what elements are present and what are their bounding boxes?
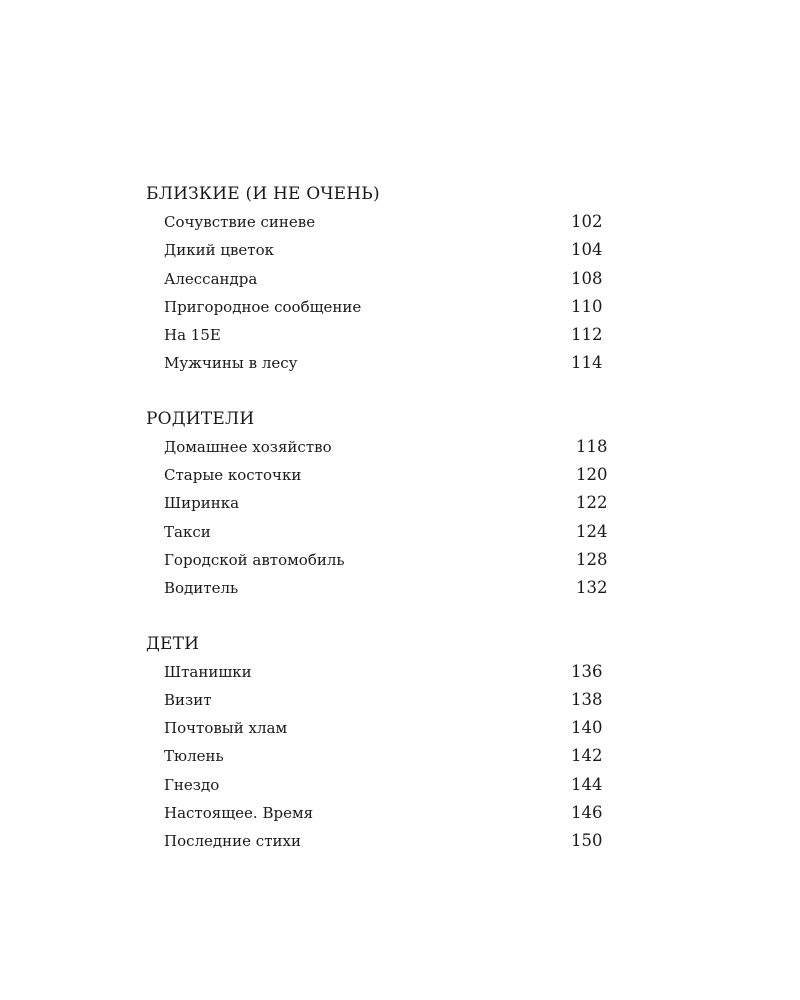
toc-entry [146, 686, 626, 714]
entry-title: Ширинка [164, 494, 240, 513]
entry-page-number: 132 [576, 578, 608, 598]
entry-page-number: 112 [571, 325, 603, 345]
entry-page-number: 142 [571, 746, 603, 766]
toc-entry [146, 658, 626, 686]
entry-title: Настоящее. Время [164, 804, 314, 823]
entry-page-number: 150 [571, 831, 603, 851]
entry-title: Городской автомобиль [164, 550, 345, 569]
toc-entry [146, 799, 626, 827]
table-of-contents [146, 180, 626, 856]
toc-entry [146, 546, 626, 574]
entry-title: Тюлень [164, 747, 224, 766]
entry-page-number: 102 [571, 212, 603, 231]
section-children [146, 630, 626, 856]
section-title: БЛИЗКИЕ (И НЕ ОЧЕНЬ) [146, 184, 380, 204]
entry-page-number: 104 [571, 240, 603, 260]
entry-title: Штанишки [164, 662, 252, 681]
section-close-ones [146, 180, 626, 378]
entry-page-number: 146 [571, 803, 603, 823]
entry-title: Дикий цветок [164, 241, 275, 260]
section-parents [146, 405, 626, 603]
entry-page-number: 122 [576, 493, 608, 513]
toc-entry [146, 265, 626, 293]
entry-title: На 15Е [164, 326, 221, 345]
entry-page-number: 108 [571, 268, 603, 288]
toc-entry [146, 208, 626, 236]
entry-title: Старые косточки [164, 466, 302, 485]
entry-page-number: 138 [571, 689, 603, 709]
toc-entry [146, 827, 626, 855]
toc-entry [146, 714, 626, 742]
section-title: ДЕТИ [146, 633, 200, 654]
toc-entry [146, 742, 626, 770]
toc-entry [146, 321, 626, 349]
entry-title: Сочувствие синеве [164, 213, 316, 231]
toc-entry [146, 771, 626, 799]
entry-title: Алессандра [164, 269, 258, 288]
entry-title: Мужчины в лесу [164, 354, 298, 373]
entry-title: Водитель [164, 579, 239, 598]
toc-entry [146, 293, 626, 321]
toc-entry [146, 461, 626, 489]
toc-entry [146, 236, 626, 264]
entry-page-number: 128 [576, 549, 608, 569]
toc-entry [146, 518, 626, 546]
section-title: РОДИТЕЛИ [146, 408, 255, 429]
entry-title: Почтовый хлам [164, 719, 288, 738]
entry-title: Такси [164, 522, 211, 541]
entry-page-number: 144 [571, 774, 603, 794]
entry-title: Визит [164, 690, 212, 709]
entry-page-number: 110 [571, 296, 603, 316]
entry-title: Гнездо [164, 775, 220, 794]
entry-page-number: 124 [576, 521, 608, 541]
entry-title: Домашнее хозяйство [164, 437, 332, 456]
entry-page-number: 114 [571, 353, 603, 373]
entry-title: Последние стихи [164, 832, 301, 851]
entry-title: Пригородное сообщение [164, 297, 362, 316]
toc-entry [146, 349, 626, 377]
toc-entry [146, 574, 626, 602]
entry-page-number: 140 [571, 718, 603, 738]
entry-page-number: 136 [571, 661, 603, 681]
toc-entry [146, 489, 626, 517]
entry-page-number: 120 [576, 465, 608, 485]
entry-page-number: 118 [576, 436, 608, 456]
toc-entry [146, 433, 626, 461]
